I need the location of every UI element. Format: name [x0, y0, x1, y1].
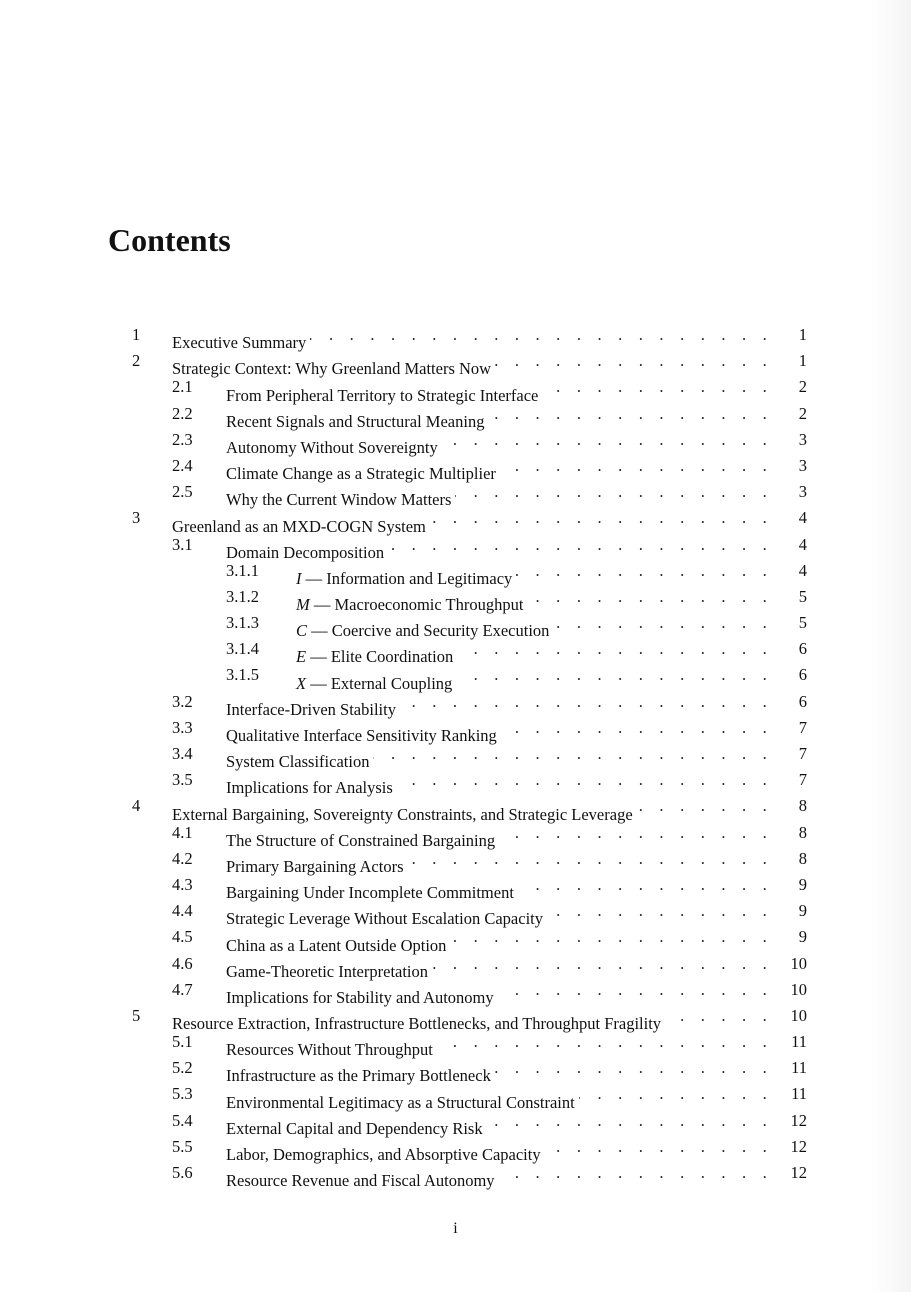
toc-dot-leader	[442, 427, 773, 453]
toc-entry-title: Infrastructure as the Primary Bottleneck	[226, 1066, 491, 1086]
toc-dot-leader	[457, 636, 773, 662]
toc-dot-leader	[488, 401, 773, 427]
toc-entry-number: 3.4	[172, 744, 193, 763]
toc-entry-title: External Capital and Dependency Risk	[226, 1118, 483, 1138]
toc-entry-title: — External Coupling	[306, 673, 453, 693]
toc-entry-number: 5.6	[172, 1163, 193, 1182]
toc-entry-title: Executive Summary	[172, 333, 307, 353]
toc-entry-title: From Peripheral Territory to Strategic Interface	[226, 385, 539, 405]
toc-entry-title: Resources Without Throughput	[226, 1040, 433, 1060]
toc-entry-number: 3.1.1	[226, 560, 259, 580]
toc-dot-leader	[545, 1134, 773, 1160]
toc-entry-title: Environmental Legitimacy as a Structural Constraint	[226, 1092, 575, 1112]
toc-entry[interactable]	[0, 1134, 911, 1165]
toc-entry[interactable]	[0, 1160, 911, 1191]
toc-entry[interactable]	[0, 479, 911, 510]
toc-entry[interactable]	[0, 610, 911, 641]
toc-entry[interactable]	[0, 532, 911, 562]
toc-entry-number: 4.2	[172, 848, 193, 868]
toc-entry-title: Why the Current Window Matters	[226, 490, 452, 510]
toc-entry-number: 5.1	[172, 1032, 193, 1052]
toc-entry-title: — Elite Coordination	[306, 647, 454, 667]
toc-entry-number: 5.5	[172, 1136, 193, 1156]
toc-entry-number: 2	[132, 351, 141, 371]
toc-entry-title: Implications for Analysis	[226, 778, 393, 798]
toc-entry[interactable]	[0, 584, 911, 615]
toc-entry-page: 7	[798, 717, 807, 737]
toc-entry-page: 5	[798, 613, 807, 633]
toc-dot-leader	[495, 1055, 773, 1081]
toc-dot-leader	[373, 741, 773, 767]
toc-entry[interactable]	[0, 741, 911, 772]
toc-entry[interactable]	[0, 793, 911, 824]
toc-entry-number: 5.4	[172, 1110, 193, 1130]
toc-entry-label	[226, 1168, 499, 1194]
toc-entry[interactable]	[0, 898, 911, 929]
toc-dot-leader	[665, 1003, 773, 1029]
toc-entry-page: 2	[798, 377, 807, 397]
toc-entry-page: 8	[798, 848, 807, 868]
toc-entry-page: 8	[798, 796, 807, 816]
toc-entry-number: 3.1	[172, 534, 193, 554]
toc-entry[interactable]	[0, 924, 911, 955]
toc-entry[interactable]	[0, 453, 911, 484]
toc-entry-number: 2.5	[172, 482, 193, 502]
toc-entry[interactable]	[0, 1055, 911, 1086]
toc-entry-title: Primary Bargaining Actors	[226, 856, 404, 876]
toc-entry-number: 2.4	[172, 455, 193, 475]
toc-entry-page: 9	[798, 901, 807, 921]
toc-entry-title: Strategic Context: Why Greenland Matters Now	[172, 359, 492, 379]
toc-entry-number: 3.1.5	[226, 665, 259, 685]
toc-dot-leader	[450, 924, 773, 950]
toc-entry-title: Domain Decomposition	[226, 542, 385, 562]
toc-dot-leader	[637, 793, 773, 819]
toc-entry-page: 6	[798, 639, 807, 659]
toc-entry-number: 2.3	[172, 429, 193, 449]
toc-entry[interactable]	[0, 872, 911, 903]
toc-entry-title: Resource Revenue and Fiscal Autonomy	[226, 1171, 495, 1191]
toc-dot-leader	[400, 689, 773, 715]
toc-dot-leader	[500, 453, 773, 479]
toc-entry-title: Implications for Stability and Autonomy	[226, 987, 494, 1007]
toc-entry-page: 6	[798, 691, 807, 711]
toc-entry-page: 11	[791, 1058, 807, 1078]
toc-entry[interactable]	[0, 374, 911, 405]
toc-entry-variable: E	[296, 647, 307, 667]
table-of-contents	[0, 322, 911, 1191]
toc-entry-title: — Coercive and Security Execution	[307, 621, 550, 641]
toc-entry-number: 3.1.2	[226, 586, 259, 606]
toc-entry-page: 12	[790, 1136, 807, 1156]
toc-entry-number: 1	[132, 325, 141, 344]
toc-entry-number: 3	[132, 508, 141, 528]
page-title: Contents	[108, 222, 231, 258]
toc-entry-title: Recent Signals and Structural Meaning	[226, 411, 485, 431]
toc-dot-leader	[499, 1160, 773, 1186]
toc-entry[interactable]	[0, 401, 911, 431]
toc-entry[interactable]	[0, 505, 911, 536]
toc-dot-leader	[516, 558, 773, 584]
toc-dot-leader	[498, 977, 773, 1003]
toc-entry-page: 11	[791, 1084, 807, 1104]
toc-dot-leader	[499, 820, 773, 846]
toc-entry-number: 5	[132, 1005, 141, 1025]
toc-entry-title: Bargaining Under Incomplete Commitment	[226, 883, 514, 903]
toc-dot-leader	[527, 584, 773, 610]
toc-dot-leader	[487, 1108, 773, 1134]
toc-entry-title: Qualitative Interface Sensitivity Ranking	[226, 726, 497, 746]
toc-entry-number: 4.7	[172, 979, 193, 999]
toc-entry[interactable]	[0, 636, 911, 667]
toc-entry-page: 10	[790, 979, 807, 999]
toc-entry-title: Game-Theoretic Interpretation	[226, 961, 429, 981]
toc-entry-number: 4.3	[172, 874, 193, 894]
toc-entry[interactable]	[0, 977, 911, 1007]
toc-entry-title: Resource Extraction, Infrastructure Bottlenecks, and Throughput Fragility	[172, 1014, 662, 1034]
toc-entry[interactable]	[0, 348, 911, 379]
toc-entry-page: 2	[798, 403, 807, 423]
toc-entry-title: — Macroeconomic Throughput	[309, 595, 524, 615]
toc-entry-number: 3.1.3	[226, 613, 259, 633]
toc-entry-number: 3.3	[172, 717, 193, 737]
toc-entry[interactable]	[0, 1029, 911, 1060]
toc-entry-page: 6	[798, 665, 807, 685]
toc-entry-title: Greenland as an MXD-COGN System	[172, 516, 426, 536]
toc-dot-leader	[455, 479, 773, 505]
toc-entry-page: 10	[790, 953, 807, 973]
toc-entry[interactable]	[0, 427, 911, 457]
toc-entry[interactable]	[0, 689, 911, 719]
toc-entry-title: The Structure of Constrained Bargaining	[226, 830, 496, 850]
toc-dot-leader	[518, 872, 773, 898]
toc-entry-page: 7	[798, 744, 807, 763]
toc-entry-number: 5.2	[172, 1058, 193, 1078]
toc-entry-number: 4.6	[172, 953, 193, 973]
toc-dot-leader	[397, 767, 773, 793]
toc-entry-number: 5.3	[172, 1084, 193, 1104]
toc-entry-title: Labor, Demographics, and Absorptive Capacity	[226, 1145, 541, 1165]
toc-entry[interactable]	[0, 767, 911, 798]
toc-entry-page: 3	[798, 482, 807, 502]
toc-entry[interactable]	[0, 1003, 911, 1034]
toc-entry-page: 9	[798, 874, 807, 894]
toc-entry-body	[226, 1160, 773, 1194]
toc-entry-title: China as a Latent Outside Option	[226, 935, 447, 955]
toc-dot-leader	[430, 505, 773, 531]
toc-entry[interactable]	[0, 846, 911, 876]
toc-dot-leader	[553, 610, 773, 636]
toc-entry-title: Climate Change as a Strategic Multiplier	[226, 464, 496, 484]
toc-entry-page: 12	[790, 1163, 807, 1182]
toc-entry-variable: X	[296, 673, 307, 693]
toc-entry-page: 3	[798, 429, 807, 449]
toc-entry-title: Autonomy Without Sovereignty	[226, 437, 438, 457]
toc-entry-page: 3	[798, 455, 807, 475]
toc-entry[interactable]	[0, 322, 911, 353]
toc-entry-page: 7	[798, 770, 807, 790]
toc-dot-leader	[501, 715, 773, 741]
toc-entry-title: System Classification	[226, 752, 370, 772]
toc-dot-leader	[437, 1029, 773, 1055]
toc-entry-number: 4.1	[172, 822, 193, 842]
toc-entry-number: 3.1.4	[226, 639, 259, 659]
toc-entry-variable: M	[296, 595, 310, 615]
toc-dot-leader	[456, 662, 773, 688]
toc-dot-leader	[310, 322, 773, 348]
toc-entry-number: 2.1	[172, 377, 193, 397]
toc-entry-number: 4.4	[172, 901, 193, 921]
toc-entry-page: 9	[798, 927, 807, 947]
toc-entry-page: 12	[790, 1110, 807, 1130]
toc-dot-leader	[495, 348, 773, 374]
toc-entry[interactable]	[0, 1081, 911, 1112]
toc-dot-leader	[388, 532, 773, 558]
toc-dot-leader	[542, 374, 773, 400]
toc-entry-title: — Information and Legitimacy	[301, 568, 513, 588]
toc-entry-page: 4	[798, 508, 807, 528]
toc-entry-number: 3.2	[172, 691, 193, 711]
toc-entry[interactable]	[0, 951, 911, 981]
toc-dot-leader	[408, 846, 773, 872]
toc-entry-variable: C	[296, 621, 308, 641]
toc-dot-leader	[432, 951, 773, 977]
toc-entry-title: Interface-Driven Stability	[226, 699, 396, 719]
toc-entry-page: 4	[798, 560, 807, 580]
toc-entry-page: 8	[798, 822, 807, 842]
toc-entry-page: 11	[791, 1032, 807, 1052]
toc-entry-number: 4	[132, 796, 141, 816]
toc-dot-leader	[579, 1081, 773, 1107]
toc-entry-number: 4.5	[172, 927, 193, 947]
toc-entry[interactable]	[0, 715, 911, 746]
toc-entry-variable: I	[296, 568, 302, 588]
toc-entry-number: 3.5	[172, 770, 193, 790]
toc-entry-page: 1	[798, 351, 807, 371]
toc-entry-page: 10	[790, 1005, 807, 1025]
toc-entry[interactable]	[0, 558, 911, 588]
toc-dot-leader	[547, 898, 773, 924]
toc-entry[interactable]	[0, 662, 911, 693]
toc-entry-page: 1	[798, 325, 807, 344]
toc-entry[interactable]	[0, 1108, 911, 1138]
page-number: i	[453, 1220, 458, 1237]
toc-entry-page: 5	[798, 586, 807, 606]
toc-entry[interactable]	[0, 820, 911, 850]
toc-entry-page: 4	[798, 534, 807, 554]
toc-entry-number: 2.2	[172, 403, 193, 423]
toc-entry-title: External Bargaining, Sovereignty Constraints, and Strategic Leverage	[172, 804, 633, 824]
toc-entry-title: Strategic Leverage Without Escalation Capacity	[226, 909, 543, 929]
